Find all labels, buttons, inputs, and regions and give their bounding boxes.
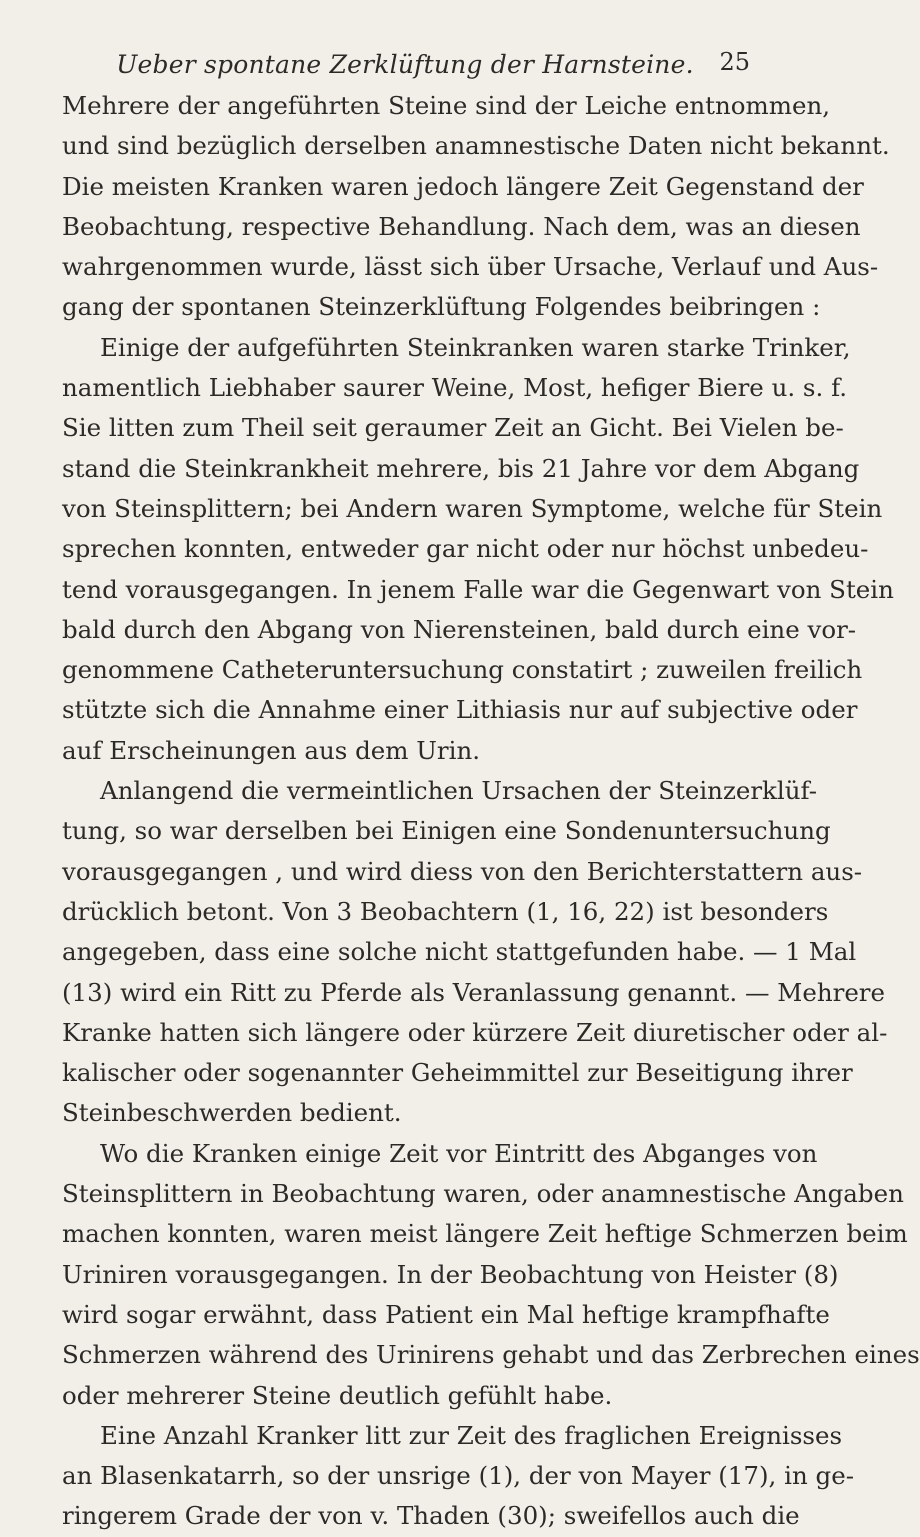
text-line: stand die Steinkrankheit mehrere, bis 21 Jahre vor dem Abgang	[62, 453, 860, 483]
text-line: Wo die Kranken einige Zeit vor Eintritt des Abganges von	[100, 1138, 818, 1168]
text-line: Anlangend die vermeintlichen Ursachen der Steinzerklüf-	[100, 776, 817, 806]
text-line: Die meisten Kranken waren jedoch längere Zeit Gegenstand der	[62, 171, 864, 201]
text-line: Steinsplittern in Beobachtung waren, oder anamnestische Angaben	[62, 1179, 904, 1209]
body-text	[62, 86, 920, 1537]
text-line: stützte sich die Annahme einer Lithiasis nur auf subjective oder	[62, 695, 858, 725]
text-line: vorausgegangen , und wird diess von den Berichterstattern aus-	[62, 856, 863, 886]
text-line: tung, so war derselben bei Einigen eine Sondenuntersuchung	[62, 816, 831, 846]
text-line: wahrgenommen wurde, lässt sich über Ursache, Verlauf und Aus-	[62, 252, 879, 282]
page-number: 25	[719, 48, 750, 76]
running-title: Ueber spontane Zerklüftung der Harnsteine.	[116, 50, 694, 79]
text-line: machen konnten, waren meist längere Zeit heftige Schmerzen beim	[62, 1219, 908, 1249]
text-line: Kranke hatten sich längere oder kürzere Zeit diuretischer oder al-	[62, 1017, 888, 1047]
text-line: bald durch den Abgang von Nierensteinen, bald durch eine vor-	[62, 614, 857, 644]
text-line: an Blasenkatarrh, so der unsrige (1), der von Mayer (17), in ge-	[62, 1461, 854, 1491]
text-line: Beobachtung, respective Behandlung. Nach dem, was an diesen	[62, 211, 861, 241]
text-line: oder mehrerer Steine deutlich gefühlt habe.	[62, 1380, 613, 1410]
text-line: tend vorausgegangen. In jenem Falle war die Gegenwart von Stein	[62, 574, 894, 604]
text-line: kalischer oder sogenannter Geheimmittel zur Beseitigung ihrer	[62, 1058, 853, 1088]
text-line: drücklich betont. Von 3 Beobachtern (1, 16, 22) ist besonders	[62, 896, 829, 926]
text-line: Eine Anzahl Kranker litt zur Zeit des fraglichen Ereignisses	[100, 1420, 843, 1450]
text-line: auf Erscheinungen aus dem Urin.	[62, 735, 481, 765]
text-line: gang der spontanen Steinzerklüftung Folgendes beibringen :	[62, 292, 821, 322]
text-line: Sie litten zum Theil seit geraumer Zeit an Gicht. Bei Vielen be-	[62, 413, 844, 443]
text-line: sprechen konnten, entweder gar nicht oder nur höchst unbedeu-	[62, 534, 869, 564]
page-header	[60, 48, 750, 88]
text-line: Uriniren vorausgegangen. In der Beobachtung von Heister (8)	[62, 1259, 839, 1289]
text-line: angegeben, dass eine solche nicht stattgefunden habe. — 1 Mal	[62, 937, 857, 967]
text-line: Steinbeschwerden bedient.	[62, 1098, 402, 1128]
text-line: ringerem Grade der von v. Thaden (30); sweifellos auch die	[62, 1501, 800, 1531]
text-line: (13) wird ein Ritt zu Pferde als Veranlassung genannt. — Mehrere	[62, 977, 886, 1007]
text-line: Schmerzen während des Urinirens gehabt und das Zerbrechen eines	[62, 1340, 920, 1370]
text-line: Einige der aufgeführten Steinkranken waren starke Trinker,	[100, 332, 851, 362]
text-line: von Steinsplittern; bei Andern waren Symptome, welche für Stein	[62, 493, 883, 523]
text-line: Mehrere der angeführten Steine sind der Leiche entnommen,	[62, 91, 831, 120]
text-line: genommene Catheteruntersuchung constatirt ; zuweilen freilich	[62, 655, 863, 685]
text-line: und sind bezüglich derselben anamnestische Daten nicht bekannt.	[62, 131, 890, 161]
text-line: wird sogar erwähnt, dass Patient ein Mal heftige krampfhafte	[62, 1299, 830, 1329]
text-line: namentlich Liebhaber saurer Weine, Most, hefiger Biere u. s. f.	[62, 373, 848, 403]
